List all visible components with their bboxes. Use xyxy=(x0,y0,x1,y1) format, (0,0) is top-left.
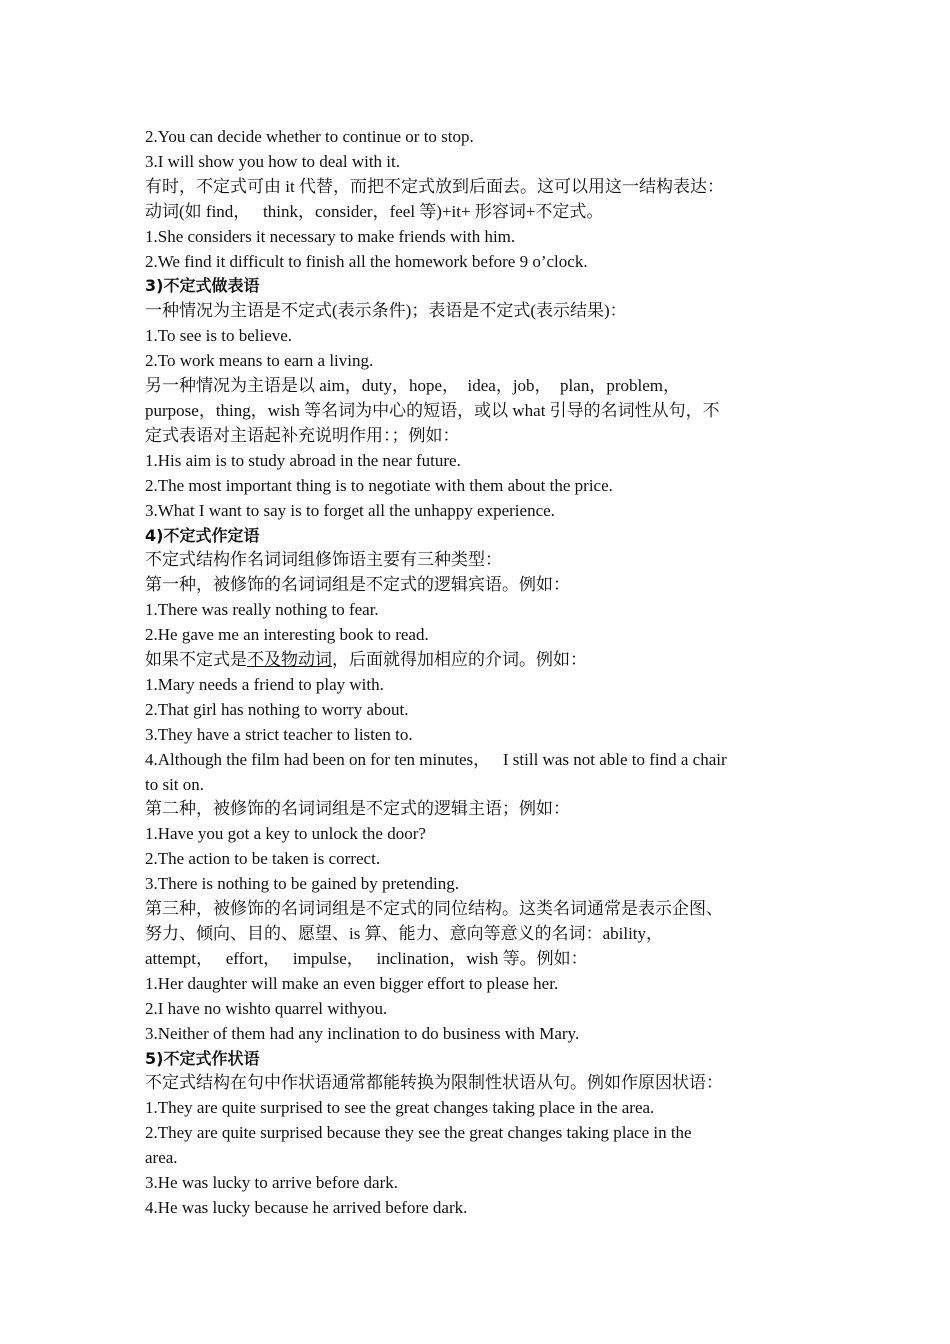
text-line: 定式表语对主语起补充说明作用：；例如： xyxy=(145,425,460,445)
text-line: 4.He was lucky because he arrived before dark. xyxy=(145,1197,468,1217)
text-line: 3.I will show you how to deal with it. xyxy=(145,151,400,171)
text-line: 3.Neither of them had any inclination to do business with Mary. xyxy=(145,1023,580,1043)
text-line: 不定式结构在句中作状语通常都能转换为限制性状语从句。例如作原因状语： xyxy=(145,1073,723,1093)
text-line: 3.They have a strict teacher to listen to. xyxy=(145,724,413,744)
text-line: 1.She considers it necessary to make friends with him. xyxy=(145,226,516,246)
text-line: 2.We find it difficult to finish all the homework before 9 o’clock. xyxy=(145,251,588,271)
section-heading: 5)不定式作状语 xyxy=(145,1048,260,1068)
text-segment: ，后面就得加相应的介词。例如： xyxy=(332,650,587,670)
text-line: 2.To work means to earn a living. xyxy=(145,351,374,371)
section-heading: 4)不定式作定语 xyxy=(145,525,260,545)
text-line: 第三种，被修饰的名词词组是不定式的同位结构。这类名词通常是表示企图、 xyxy=(145,899,723,919)
text-line: 不定式结构作名词词组修饰语主要有三种类型： xyxy=(145,550,502,570)
text-line: 2.You can decide whether to continue or to stop. xyxy=(145,127,474,146)
text-line: 努力、倾向、目的、愿望、is 算、能力、意向等意义的名词：ability， xyxy=(145,924,664,943)
text-line: 1.There was really nothing to fear. xyxy=(145,600,379,620)
text-line: purpose，thing，wish 等名词为中心的短语，或以 what 引导的名词性从句，不 xyxy=(145,400,720,420)
text-line: 一种情况为主语是不定式(表示条件)；表语是不定式(表示结果)： xyxy=(145,301,627,321)
text-line: 第二种，被修饰的名词词组是不定式的逻辑主语；例如： xyxy=(145,799,570,819)
text-line: 2.The action to be taken is correct. xyxy=(145,849,381,869)
text-line: 1.Her daughter will make an even bigger effort to please her. xyxy=(145,973,559,993)
text-line: 3.He was lucky to arrive before dark. xyxy=(145,1173,399,1193)
text-line: 另一种情况为主语是以 aim，duty，hope， idea，job， plan，problem， xyxy=(145,376,680,396)
text-line: 1.Mary needs a friend to play with. xyxy=(145,674,384,694)
text-line: 1.Have you got a key to unlock the door? xyxy=(145,824,426,844)
text-line: 有时，不定式可由 it 代替，而把不定式放到后面去。这可以用这一结构表达： xyxy=(145,176,724,196)
text-line: to sit on. xyxy=(145,774,205,794)
text-line: attempt， effort， impulse， inclination，wish 等。例如： xyxy=(145,948,588,968)
document-page xyxy=(145,125,800,1221)
text-segment: 如果不定式是 xyxy=(145,650,247,670)
text-line: 2.That girl has nothing to worry about. xyxy=(145,699,409,719)
text-line: area. xyxy=(145,1148,178,1168)
text-line: 1.His aim is to study abroad in the near future. xyxy=(145,450,461,470)
text-line: 1.To see is to believe. xyxy=(145,326,293,346)
text-line: 4.Although the film had been on for ten minutes， I still was not able to find a chair xyxy=(145,749,727,769)
text-line: 2.The most important thing is to negotiate with them about the price. xyxy=(145,475,613,495)
text-line xyxy=(145,648,800,673)
text-line: 3.There is nothing to be gained by pretending. xyxy=(145,874,459,894)
text-line: 2.They are quite surprised because they see the great changes taking place in the xyxy=(145,1123,692,1143)
text-line: 1.They are quite surprised to see the great changes taking place in the area. xyxy=(145,1098,655,1118)
text-line: 2.He gave me an interesting book to read. xyxy=(145,625,429,645)
text-line: 动词(如 find， think，consider，feel 等)+it+ 形容词+不定式。 xyxy=(145,201,604,221)
section-heading: 3)不定式做表语 xyxy=(145,276,260,296)
text-line: 2.I have no wishto quarrel withyou. xyxy=(145,998,388,1018)
text-line: 第一种，被修饰的名词词组是不定式的逻辑宾语。例如： xyxy=(145,575,570,595)
text-line: 3.What I want to say is to forget all the unhappy experience. xyxy=(145,500,555,520)
underlined-term: 不及物动词 xyxy=(247,650,332,670)
